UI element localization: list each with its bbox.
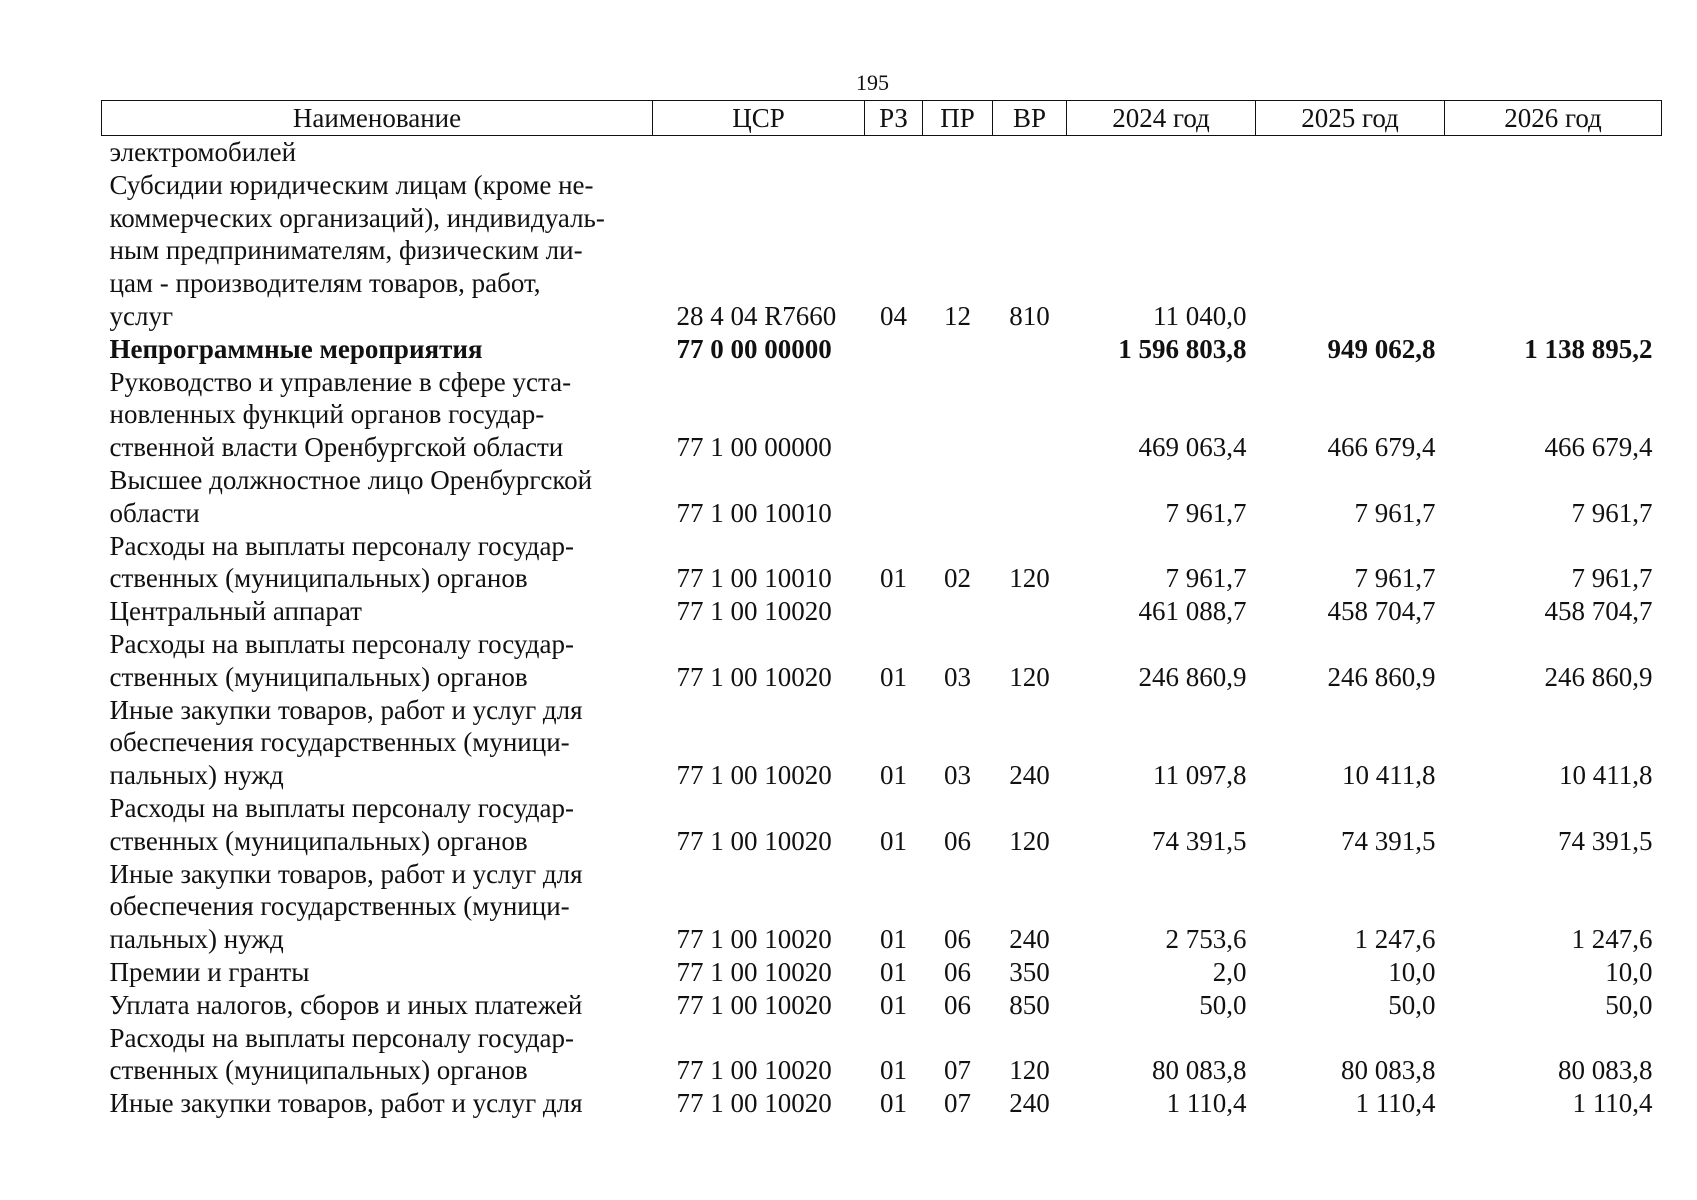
cell-rz [865,333,923,366]
table-row [102,956,1662,989]
header-name: Наименование [102,101,653,136]
cell-name: электромобилей [109,137,297,167]
cell-2026: 1 110,4 [1572,1088,1653,1119]
cell-name: Субсидии юридическим лицам (кроме не- коммерческих организаций), индивидуаль- ным предпринимателям, физическим ли- цам - производителям товаров, работ, услуг [109,169,605,331]
cell-rz: 01 [880,1088,907,1119]
cell-rz [865,595,923,628]
cell-2025: 1 110,4 [1355,1088,1436,1119]
cell-2024: 50,0 [1199,989,1247,1020]
cell-2024: 246 860,9 [1138,661,1247,692]
table-row [102,792,1662,858]
cell-pr: 07 [944,1055,971,1086]
cell-2026: 74 391,5 [1558,825,1653,856]
table-row [102,989,1662,1022]
header-pr: ПР [923,101,993,136]
cell-rz: 01 [880,924,907,955]
cell-2026: 50,0 [1605,989,1653,1020]
cell-rz [865,136,923,169]
cell-2025 [1256,136,1445,169]
cell-rz: 01 [880,989,907,1020]
header-2026: 2026 год [1445,101,1662,136]
cell-pr: 07 [944,1088,971,1119]
header-row [102,101,1662,136]
cell-pr [923,136,993,169]
table-row [102,595,1662,628]
header-rz: РЗ [865,101,923,136]
cell-pr: 06 [944,825,971,856]
cell-2024: 7 961,7 [1165,497,1247,528]
cell-vr [993,333,1067,366]
table-body [102,136,1662,1120]
cell-vr: 120 [1009,563,1050,594]
cell-pr: 02 [944,563,971,594]
cell-pr: 12 [944,300,971,331]
cell-name: Премии и гранты [109,956,310,987]
cell-2026: 10 411,8 [1559,760,1653,791]
cell-2026: 7 961,7 [1571,563,1653,594]
cell-name: Расходы на выплаты персоналу государ- ственных (муниципальных) органов [109,1022,574,1086]
cell-2026 [1445,169,1662,333]
cell-csr: 77 1 00 10020 [676,1088,832,1119]
cell-csr: 77 1 00 10010 [676,563,832,594]
cell-csr: 77 1 00 10020 [676,825,832,856]
page-number: 195 [856,70,889,95]
table-row [102,169,1662,333]
cell-2024: 469 063,4 [1138,432,1247,463]
cell-vr: 120 [1009,1055,1050,1086]
cell-2025: 1 247,6 [1354,924,1436,955]
cell-name: Расходы на выплаты персоналу государ- ственных (муниципальных) органов [109,530,574,594]
cell-vr [993,136,1067,169]
cell-vr: 240 [1009,924,1050,955]
table-row [102,333,1662,366]
cell-rz: 04 [880,300,907,331]
cell-2025: 466 679,4 [1327,432,1436,463]
cell-2026: 10,0 [1605,956,1653,987]
cell-2024: 2,0 [1212,956,1247,987]
cell-name: Иные закупки товаров, работ и услуг для обеспечения государственных (муници- пальных) нужд [109,694,583,791]
table-row [102,1022,1662,1088]
cell-rz: 01 [880,563,907,594]
cell-2026: 1 247,6 [1571,924,1653,955]
cell-2026: 246 860,9 [1544,661,1653,692]
cell-2025: 80 083,8 [1341,1055,1436,1086]
cell-name: Руководство и управление в сфере уста- новленных функций органов государ- ственной власти Оренбургской области [109,366,572,463]
cell-2024: 461 088,7 [1138,596,1247,627]
cell-csr: 77 1 00 10020 [676,924,832,955]
table-row [102,464,1662,530]
cell-csr: 77 1 00 10020 [676,661,832,692]
cell-2024: 11 097,8 [1153,760,1247,791]
cell-csr: 77 1 00 10020 [676,1055,832,1086]
cell-csr: 77 1 00 10010 [676,497,832,528]
cell-csr: 77 1 00 10020 [676,989,832,1020]
cell-vr: 240 [1009,760,1050,791]
cell-csr [653,136,865,169]
cell-2024: 1 110,4 [1166,1088,1247,1119]
cell-2026: 80 083,8 [1558,1055,1653,1086]
cell-name: Непрограммные мероприятия [109,333,483,364]
cell-vr: 120 [1009,825,1050,856]
cell-2024: 74 391,5 [1152,825,1247,856]
cell-vr [993,366,1067,464]
cell-2025 [1256,169,1445,333]
cell-rz [865,366,923,464]
cell-pr: 06 [944,956,971,987]
cell-csr: 77 1 00 10020 [676,760,832,791]
table-row [102,136,1662,169]
cell-name: Иные закупки товаров, работ и услуг для обеспечения государственных (муници- пальных) нужд [109,858,583,955]
cell-name: Расходы на выплаты персоналу государ- ственных (муниципальных) органов [109,792,574,856]
cell-2024: 80 083,8 [1152,1055,1247,1086]
cell-csr: 77 1 00 10020 [676,956,832,987]
cell-2024: 2 753,6 [1165,924,1247,955]
cell-vr [993,595,1067,628]
cell-csr: 28 4 04 R7660 [676,300,837,331]
cell-vr [993,464,1067,530]
cell-2025: 50,0 [1388,989,1436,1020]
cell-rz: 01 [880,760,907,791]
cell-pr [923,366,993,464]
cell-name: Центральный аппарат [109,596,362,627]
table-row [102,366,1662,464]
cell-pr [923,595,993,628]
table-row [102,858,1662,956]
cell-2026: 1 138 895,2 [1524,333,1653,364]
cell-name: Расходы на выплаты персоналу государ- ственных (муниципальных) органов [109,628,574,692]
header-csr: ЦСР [653,101,865,136]
cell-2025: 10,0 [1388,956,1436,987]
cell-pr: 03 [944,760,971,791]
cell-pr: 03 [944,661,971,692]
header-2025: 2025 год [1256,101,1445,136]
cell-2024 [1067,136,1256,169]
cell-vr: 120 [1009,661,1050,692]
cell-2024: 1 596 803,8 [1118,333,1247,364]
cell-2025: 10 411,8 [1342,760,1436,791]
cell-2025: 458 704,7 [1327,596,1436,627]
table-header [102,101,1662,136]
cell-pr [923,464,993,530]
header-2024: 2024 год [1067,101,1256,136]
cell-rz [865,464,923,530]
cell-name: Иные закупки товаров, работ и услуг для [109,1088,583,1119]
cell-2026: 7 961,7 [1571,497,1653,528]
cell-2025: 7 961,7 [1354,563,1436,594]
cell-2024: 7 961,7 [1165,563,1247,594]
cell-name: Высшее должностное лицо Оренбургской области [109,464,593,528]
cell-2025: 949 062,8 [1327,333,1436,364]
cell-pr: 06 [944,924,971,955]
cell-2025: 246 860,9 [1327,661,1436,692]
cell-2026: 458 704,7 [1544,596,1653,627]
cell-vr: 810 [1009,300,1050,331]
cell-csr: 77 1 00 00000 [676,432,832,463]
cell-vr: 350 [1009,956,1050,987]
table-row [102,1087,1662,1120]
cell-vr: 240 [1009,1088,1050,1119]
cell-2024: 11 040,0 [1153,300,1247,331]
cell-pr: 06 [944,989,971,1020]
cell-2026: 466 679,4 [1544,432,1653,463]
cell-2025: 74 391,5 [1341,825,1436,856]
cell-rz: 01 [880,661,907,692]
cell-2025: 7 961,7 [1354,497,1436,528]
cell-rz: 01 [880,825,907,856]
budget-table [101,100,1662,1120]
cell-name: Уплата налогов, сборов и иных платежей [109,989,583,1020]
table-row [102,628,1662,694]
table-row [102,530,1662,596]
cell-2026 [1445,136,1662,169]
cell-csr: 77 0 00 00000 [676,333,832,364]
table-row [102,694,1662,792]
header-vr: ВР [993,101,1067,136]
cell-vr: 850 [1009,989,1050,1020]
cell-rz: 01 [880,956,907,987]
cell-csr: 77 1 00 10020 [676,596,832,627]
cell-pr [923,333,993,366]
cell-rz: 01 [880,1055,907,1086]
